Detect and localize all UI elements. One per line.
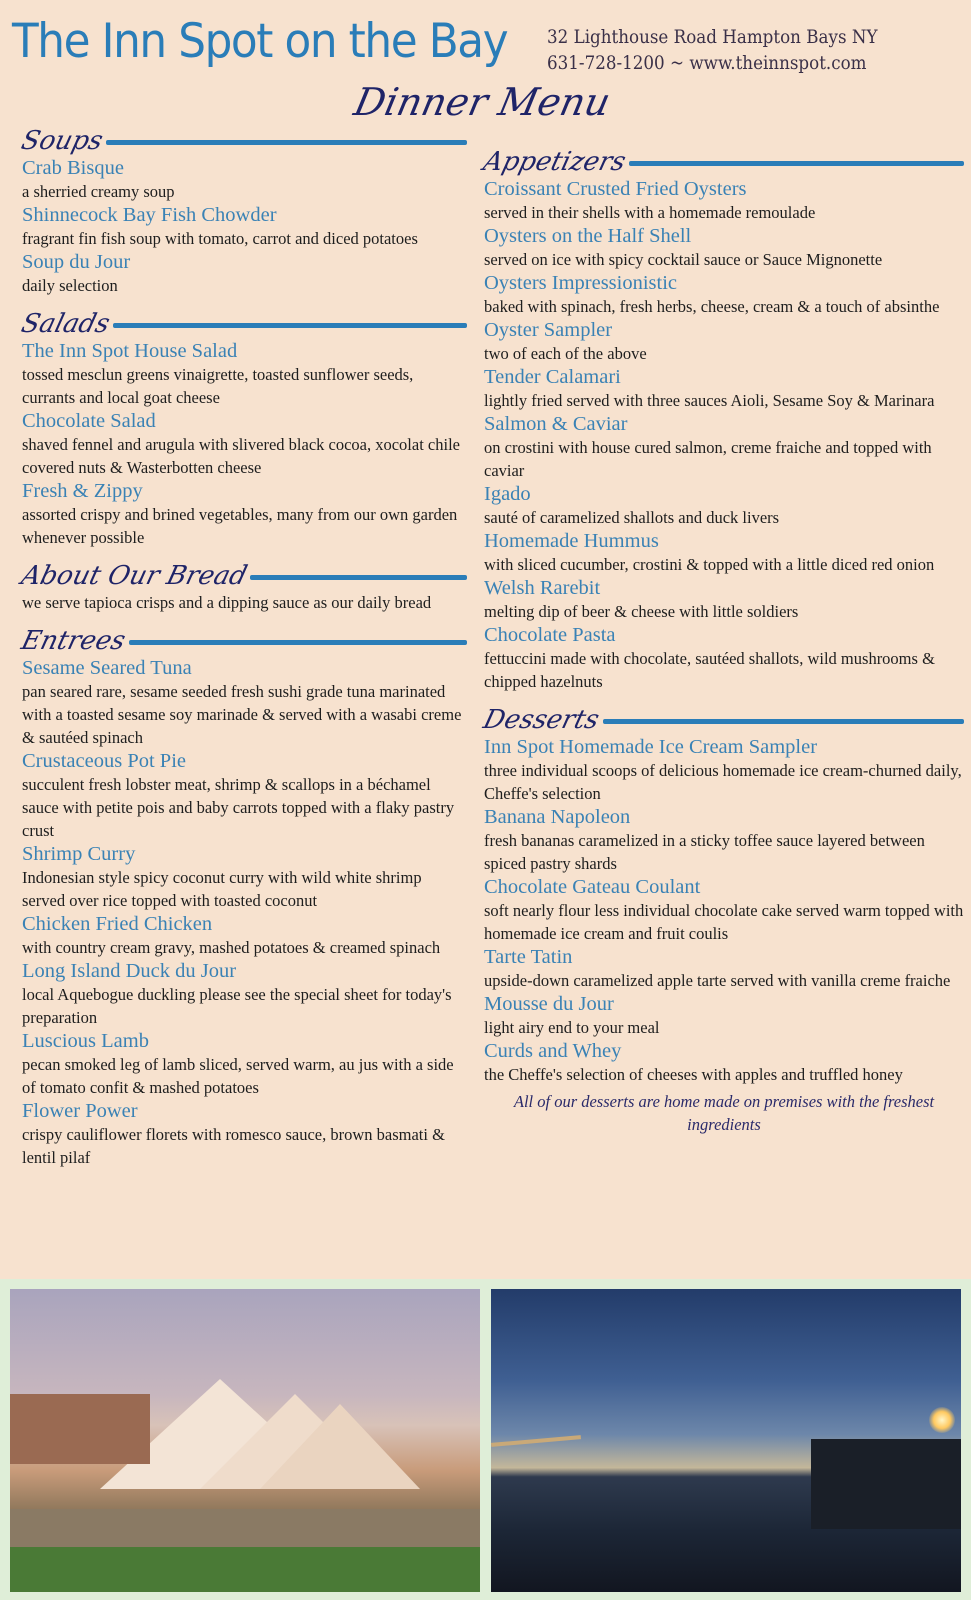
bay-photo (491, 1289, 961, 1592)
item-name: Sesame Seared Tuna (22, 657, 192, 679)
item-name: Fresh & Zippy (22, 480, 143, 502)
item-description: melting dip of beer & cheese with little soldiers (484, 602, 799, 621)
section-bread (18, 557, 467, 614)
item-description: pecan smoked leg of lamb sliced, served warm, au jus with a side of tomato confit & mashed potatoes (22, 1055, 454, 1097)
item-description: two of each of the above (484, 344, 647, 363)
phone-website: 631-728-1200 ~ www.theinnspot.com (547, 52, 867, 74)
section-heading (18, 122, 467, 156)
menu-item (484, 576, 964, 623)
menu-item (22, 409, 467, 479)
menu-item (22, 479, 467, 549)
divider-rule (129, 640, 467, 645)
item-name: Chicken Fried Chicken (22, 913, 213, 935)
item-description: assorted crispy and brined vegetables, many from our own garden whenever possible (22, 505, 458, 547)
item-name: Tarte Tatin (484, 946, 573, 968)
desserts-note: All of our desserts are home made on premises with the freshest ingredients (513, 1092, 935, 1134)
section-title: About Our Bread (18, 561, 251, 591)
pier-right (811, 1439, 961, 1529)
item-description: on crostini with house cured salmon, creme fraiche and topped with caviar (484, 438, 932, 480)
item-description: light airy end to your meal (484, 1018, 660, 1037)
item-name: Shrimp Curry (22, 843, 136, 865)
item-description: soft nearly flour less individual chocolate cake served warm topped with homemade ice cream and fruit coulis (484, 901, 964, 943)
section-desserts (480, 701, 964, 1136)
section-heading (480, 143, 964, 177)
menu-item (22, 959, 467, 1029)
item-description: sauté of caramelized shallots and duck livers (484, 508, 780, 527)
menu-item (484, 875, 964, 945)
menu-item (484, 412, 964, 482)
menu-title: Dinner Menu (350, 80, 615, 124)
section-soups (18, 122, 467, 297)
item-name: Mousse du Jour (484, 993, 614, 1015)
section-title: Entrees (18, 626, 129, 656)
item-description: a sherried creamy soup (22, 182, 175, 201)
item-name: Welsh Rarebit (484, 577, 601, 599)
item-name: Salmon & Caviar (484, 413, 628, 435)
menu-item (484, 271, 964, 318)
item-description: Indonesian style spicy coconut curry with wild white shrimp served over rice topped with toasted coconut (22, 868, 422, 910)
tent-icon (260, 1404, 420, 1489)
menu-item (484, 805, 964, 875)
item-description: pan seared rare, sesame seeded fresh sushi grade tuna marinated with a toasted sesame soy marinade & served with a wasabi creme & sautéed spinach (22, 682, 462, 747)
right-column (480, 143, 964, 1144)
item-name: Oyster Sampler (484, 319, 613, 341)
menu-header (0, 0, 971, 130)
item-name: Long Island Duck du Jour (22, 960, 237, 982)
photo-band (0, 1279, 971, 1600)
menu-item (484, 365, 964, 412)
item-description: crispy cauliflower florets with romesco sauce, brown basmati & lentil pilaf (22, 1125, 445, 1167)
item-name: The Inn Spot House Salad (22, 340, 238, 362)
item-description: shaved fennel and arugula with slivered black cocoa, xocolat chile covered nuts & Wasterbotten cheese (22, 435, 460, 477)
menu-item (22, 656, 467, 749)
menu-item (22, 1029, 467, 1099)
section-salads (18, 305, 467, 549)
section-title: Desserts (480, 705, 603, 735)
menu-item (22, 912, 467, 959)
item-name: Tender Calamari (484, 366, 621, 388)
item-name: Curds and Whey (484, 1040, 622, 1062)
item-name: Crab Bisque (22, 157, 124, 179)
section-title: Soups (18, 126, 106, 156)
item-name: Chocolate Pasta (484, 624, 616, 646)
menu-item (484, 945, 964, 992)
menu-item (484, 1039, 964, 1086)
item-description: with sliced cucumber, crostini & topped with a little diced red onion (484, 555, 935, 574)
item-description: fresh bananas caramelized in a sticky toffee sauce layered between spiced pastry shards (484, 831, 925, 873)
menu-item (484, 318, 964, 365)
item-description: tossed mesclun greens vinaigrette, toasted sunflower seeds, currants and local goat cheese (22, 365, 414, 407)
section-heading (18, 305, 467, 339)
item-description: baked with spinach, fresh herbs, cheese, cream & a touch of absinthe (484, 297, 940, 316)
menu-item (22, 203, 467, 250)
item-description: fettuccini made with chocolate, sautéed shallots, wild mushrooms & chipped hazelnuts (484, 649, 935, 691)
item-name: Inn Spot Homemade Ice Cream Sampler (484, 736, 818, 758)
section-heading (18, 557, 467, 591)
menu-item (484, 992, 964, 1039)
section-title: Appetizers (480, 147, 629, 177)
item-name: Homemade Hummus (484, 530, 659, 552)
item-description: fragrant fin fish soup with tomato, carrot and diced potatoes (22, 229, 418, 248)
divider-rule (250, 575, 467, 580)
section-heading (480, 701, 964, 735)
menu-item (484, 735, 964, 805)
tent-photo (10, 1289, 480, 1592)
menu-item (22, 156, 467, 203)
section-heading (18, 622, 467, 656)
item-name: Igado (484, 483, 531, 505)
item-description: served in their shells with a homemade remoulade (484, 203, 816, 222)
section-entrees (18, 622, 467, 1169)
menu-item (22, 842, 467, 912)
divider-rule (106, 140, 467, 145)
section-title: Salads (18, 309, 113, 339)
menu-item (484, 529, 964, 576)
item-name: Crustaceous Pot Pie (22, 750, 186, 772)
menu-item (22, 1099, 467, 1169)
item-name: Flower Power (22, 1100, 138, 1122)
item-description: succulent fresh lobster meat, shrimp & scallops in a béchamel sauce with petite pois and baby carrots topped with a flaky pastry crust (22, 775, 455, 840)
item-description: upside-down caramelized apple tarte served with vanilla creme fraiche (484, 971, 951, 990)
item-name: Soup du Jour (22, 251, 131, 273)
bulkhead (10, 1509, 480, 1547)
left-column (18, 122, 467, 1177)
item-name: Croissant Crusted Fried Oysters (484, 178, 747, 200)
item-name: Shinnecock Bay Fish Chowder (22, 204, 277, 226)
sun-icon (929, 1407, 955, 1433)
item-description: with country cream gravy, mashed potatoes & creamed spinach (22, 938, 441, 957)
divider-rule (113, 323, 467, 328)
menu-item (22, 749, 467, 842)
menu-item (484, 482, 964, 529)
item-name: Oysters on the Half Shell (484, 225, 692, 247)
menu-item (484, 224, 964, 271)
item-description: three individual scoops of delicious homemade ice cream-churned daily, Cheffe's selection (484, 761, 962, 803)
item-description: lightly fried served with three sauces Aioli, Sesame Soy & Marinara (484, 391, 935, 410)
house-shape (10, 1394, 150, 1464)
divider-rule (629, 161, 964, 166)
contact-info (547, 24, 878, 76)
item-description: local Aquebogue duckling please see the special sheet for today's preparation (22, 985, 452, 1027)
address: 32 Lighthouse Road Hampton Bays NY (547, 26, 878, 48)
item-name: Oysters Impressionistic (484, 272, 678, 294)
menu-item (22, 250, 467, 297)
bread-description: we serve tapioca crisps and a dipping sauce as our daily bread (22, 593, 432, 612)
item-name: Chocolate Gateau Coulant (484, 876, 701, 898)
item-name: Banana Napoleon (484, 806, 631, 828)
pier-left (491, 1435, 581, 1447)
item-description: daily selection (22, 276, 118, 295)
item-name: Luscious Lamb (22, 1030, 149, 1052)
menu-item (484, 177, 964, 224)
item-description: served on ice with spicy cocktail sauce or Sauce Mignonette (484, 250, 883, 269)
section-appetizers (480, 143, 964, 693)
item-description: the Cheffe's selection of cheeses with apples and truffled honey (484, 1065, 903, 1084)
divider-rule (603, 719, 964, 724)
item-name: Chocolate Salad (22, 410, 156, 432)
lawn (10, 1547, 480, 1592)
menu-item (22, 339, 467, 409)
menu-item (484, 623, 964, 693)
restaurant-name: The Inn Spot on the Bay (12, 14, 508, 69)
